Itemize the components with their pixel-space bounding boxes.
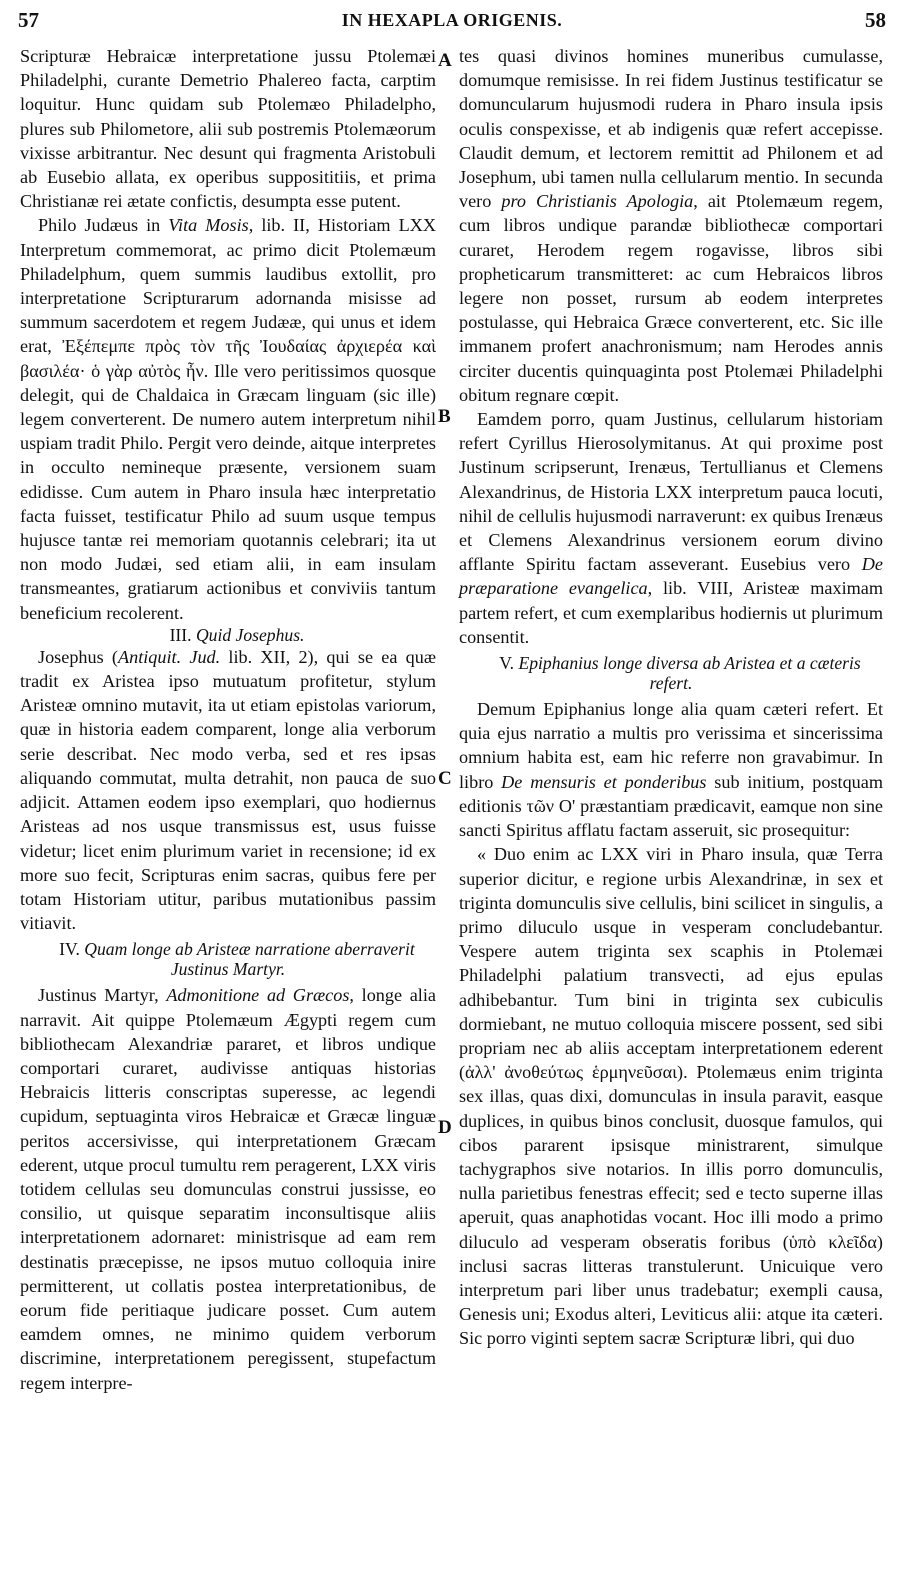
quotation-paragraph: « Duo enim ac LXX viri in Pharo insula, quæ Terra superior dicitur, e regione urbis Alexandrinæ, in sex et triginta domunculis sive cellulis, bini scilicet in singulis, a primo diluculo usque in vesperam concludebantur. Vespere autem triginta sex scaphis in Ptolemæi Philadelphi palatium transvecti, ad ejus epulas adhibebantur. Tum bini in triginta sex cubiculis dormiebant, ne mutuo colloquia miscere possent, sed sibi propriam nec ab aliis acceptam interpretationem ederent (ἀλλ' ἀνοθεύτως ἑρμηνεῦσαι). Ptolemæus enim triginta sex illas, quas dixi, domunculas in insula paravit, easque duplices, in quibus binos conclusit, duosque famulos, qui cibos pararent ipsisque ministrarent, simulque tachygraphos sive notarios. In illis porro domunculis, nulla parietibus fenestras effecit; sed e tecto superne illas aperuit, quas anaphotidas vocant. Hoc illi modo a primo diluculo ad vesperam obseratis foribus (ὑπὸ κλεῖδα) inclusi sacras litteras transtulerunt. Unicuique vero interpretum pari liber unus tradebatur; exempli causa, Genesis uni; Exodus alteri, Leviticus alii: atque ita cæteri. Sic porro viginti septem sacræ Scripturæ libri, qui duo <box>459 844 883 1349</box>
running-title: IN HEXAPLA ORIGENIS. <box>341 10 563 30</box>
section-heading: III. Quid Josephus. <box>169 624 305 645</box>
right-column <box>459 44 883 1351</box>
paragraph: Eamdem porro, quam Justinus, cellularum historiam refert Cyrillus Hierosolymitanus. At qui proxime post Justinum scripserunt, Irenæus, Tertullianus et Clemens Alexandrinus, de Historia LXX interpretum pauca locuti, nihil de cellulis hujusmodi narraverunt: ex quibus Irenæus et Clemens Alexandrinus versionem eorum divino afflante Spiritu factam asseverant. Eusebius vero De præparatione evangelica, lib. VIII, Aristeæ maximam partem refert, et cum exemplaribus hodiernis ut plurimum consentit. <box>459 409 883 647</box>
section-heading: V. Epiphanius longe diversa ab Aristea et a cæteris refert. <box>499 653 861 694</box>
section-heading: IV. Quam longe ab Aristeæ narratione aberraverit Justinus Martyr. <box>59 939 415 980</box>
paragraph: Demum Epiphanius longe alia quam cæteri refert. Et quia ejus narratio a multis pro verissima et sincerissima omnium habita est, eam hic referre non gravabimur. In libro De mensuris et ponderibus sub initium, postquam editionis τῶν Ο' præstantiam prædicavit, eamque non sine sancti Spiritus afflatu factam asseruit, sic prosequitur: <box>459 699 883 841</box>
page-number-right: 58 <box>865 8 886 32</box>
margin-marker-d: D <box>438 1117 452 1138</box>
margin-marker-a: A <box>438 50 452 71</box>
paragraph: tes quasi divinos homines muneribus cumulasse, domumque remisisse. In rei fidem Justinus testificatur se domuncularum hujusmodi rudera in Pharo insula ipsis oculis conspexisse, et ab indigenis quæ refert accepisse. Claudit demum, et lectorem remittit ad Philonem et ad Josephum, ubi tamen nulla cellularum mentio. In secunda vero pro Christianis Apologia, ait Ptolemæum regem, cum libros undique parandæ bibliothecæ comportari curaret, Herodem regem rogavisse, libros sibi propheticarum transmitteret: ac cum Hebraicos libros legere non posset, rursum ab eodem interpretes postulasse, qui Hebraica Græce converterent, etc. Sic ille immanem profert anachronismum; nam Herodes annis circiter ducentis quinquaginta post Ptolemæi Philadelphi obitum regnare cœpit. <box>459 46 883 405</box>
paragraph: Josephus (Antiquit. Jud. lib. XII, 2), qui se ea quæ tradit ex Aristea ipso mutuatum profitetur, stylum Aristeæ omnino mutavit, ita ut etiam epistolas variorum, quæ in historia eadem comparent, longe alia verborum serie describat. Nec modo verba, sed et res ipsas aliquando commutat, multa detrahit, non pauca de suo adjicit. Attamen eodem ipso exemplari, quo hodiernus Aristeas ad nos usque transmissus est, usus fuisse videtur; licet enim plurimum variet in recensione; id ex more suo fecit, Scripturas enim sacras, quibus fere per totam Historiam utitur, paribus mutationibus passim vitiavit. <box>20 646 436 934</box>
paragraph: Philo Judæus in Vita Mosis, lib. II, Historiam LXX Interpretum commemorat, ac primo dicit Ptolemæum Philadelphum, quem summis laudibus extollit, pro interpretatione Scripturarum adornanda misisse ad summum sacerdotem et regem Judææ, qui unus et idem erat, Ἐξέπεμπε πρὸς τὸν τῆς Ἰουδαίας ἀρχιερέα καὶ βασιλέα· ὁ γὰρ αὐτὸς ἦν. Ille vero peritissimos quosque delegit, qui de Chaldaica in Græcam linguam (sic ille) legem converterent. De numero autem interpretum nihil uspiam tradit Philo. Pergit vero deinde, aitque interpretes in occulto nemineque præsente, versionem suam edidisse. Cum autem in Pharo insula hæc interpretatio facta fuisset, testificatur Philo ad suum usque tempus hujusce tantæ rei memoriam quotannis celebrari; ita ut non modo Judæi, sed etiam alii, in eam insulam transmeantes, gratiarum actionibus et conviviis tantum beneficium recolerent. <box>20 215 436 623</box>
paragraph: Justinus Martyr, Admonitione ad Græcos, longe alia narravit. Ait quippe Ptolemæum Ægypti regem cum bibliothecam Alexandriæ pararet, et libros undique comportari curaret, audivisse antiquas historias Hebraicis litteris conscriptas superesse, ac legendi cupidum, septuaginta viros Hebraicæ et Græcæ linguæ peritos accersivisse, qui interpretationem Græcam ederent, utque procul tumultu rem peragerent, LXX viris totidem cellulas seu domunculas construi jussisse, eo consilio, ut quisque separatim inconsultisque aliis interpretationem adornaret: ministrisque ad eam rem destinatis præcepisse, ne ipsos mutuo colloquia inire permitterent, ut collatis postea interpretationibus, de eorum fide peritiaque judicare posset. Cum autem eamdem omnes, ne minimo quidem verborum discrimine, interpretationem peregissent, stupefactum regem interpre- <box>20 985 436 1393</box>
page-header <box>18 8 886 38</box>
margin-marker-b: B <box>438 406 451 427</box>
page-number-left: 57 <box>18 8 39 32</box>
margin-marker-c: C <box>438 768 452 789</box>
paragraph: Scripturæ Hebraicæ interpretatione jussu Ptolemæi Philadelphi, curante Demetrio Phalereo facta, carptim loquitur. Hunc quidam sub Ptolemæo Philadelpho, plures sub Philometore, alii sub postremis Ptolemæorum vixisse arbitrantur. Nec desunt qui fragmenta Aristobuli ab Eusebio allata, ex operibus supposititiis, et prima Christianæ rei ætate confictis, desumpta esse putent. <box>20 46 436 212</box>
left-column <box>20 44 436 1395</box>
